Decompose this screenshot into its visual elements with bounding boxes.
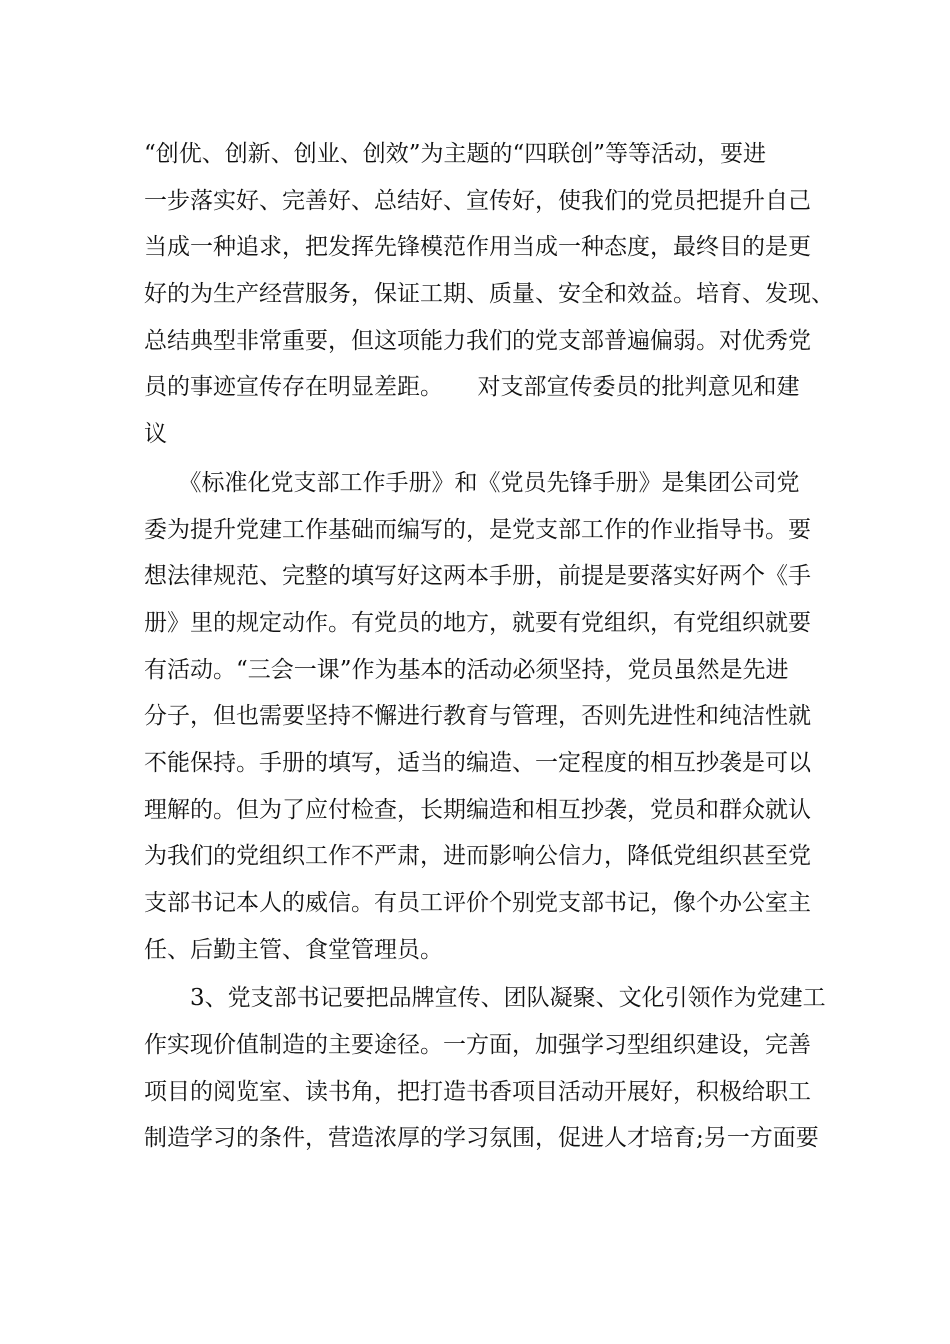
text-line: 想法律规范、完整的填写好这两本手册，前提是要落实好两个《手 (144, 563, 811, 590)
text-line: 项目的阅览室、读书角，把打造书香项目活动开展好，积极给职工 (144, 1078, 811, 1105)
text-line: 议 (144, 421, 167, 448)
text-line: 总结典型非常重要，但这项能力我们的党支部普遍偏弱。对优秀党 (144, 327, 811, 354)
paragraph-3 (144, 975, 824, 1162)
text-line: 支部书记本人的威信。有员工评价个别党支部书记，像个办公室主 (144, 890, 811, 916)
text-line: 当成一种追求，把发挥先锋模范作用当成一种态度，最终目的是更 (144, 234, 811, 261)
text-line: 册》里的规定动作。有党员的地方，就要有党组织，有党组织就要 (144, 609, 811, 636)
paragraph-1 (144, 131, 834, 458)
text-line: 员的事迹宣传存在明显差距。 对支部宣传委员的批判意见和建 (144, 374, 800, 401)
text-line: 有活动。“三会一课”作为基本的活动必须坚持，党员虽然是先进 (144, 656, 789, 683)
text-line: 3、党支部书记要把品牌宣传、团队凝聚、文化引领作为党建工 (144, 985, 826, 1012)
text-line: 分子，但也需要坚持不懈进行教育与管理，否则先进性和纯洁性就 (144, 703, 811, 730)
text-line: “创优、创新、创业、创效”为主题的“四联创”等等活动，要进 (144, 141, 767, 167)
text-line: 委为提升党建工作基础而编写的，是党支部工作的作业指导书。要 (144, 516, 811, 543)
text-line: 好的为生产经营服务，保证工期、质量、安全和效益。培育、发现、 (144, 281, 834, 308)
text-line: 作实现价值制造的主要途径。一方面，加强学习型组织建设，完善 (144, 1032, 811, 1059)
text-line: 不能保持。手册的填写，适当的编造、一定程度的相互抄袭是可以 (144, 749, 811, 776)
text-line: 任、后勤主管、食堂管理员。 (144, 936, 443, 963)
text-line: 一步落实好、完善好、总结好、宣传好，使我们的党员把提升自己 (144, 187, 811, 214)
document-body (144, 131, 834, 1162)
text-line: 为我们的党组织工作不严肃，进而影响公信力，降低党组织甚至党 (144, 843, 811, 870)
text-line: 制造学习的条件，营造浓厚的学习氛围，促进人才培育;另一方面要 (144, 1125, 819, 1152)
text-line: 《标准化党支部工作手册》和《党员先锋手册》是集团公司党 (144, 469, 800, 496)
text-line: 理解的。但为了应付检查，长期编造和相互抄袭，党员和群众就认 (144, 796, 811, 823)
paragraph-2 (144, 460, 824, 974)
